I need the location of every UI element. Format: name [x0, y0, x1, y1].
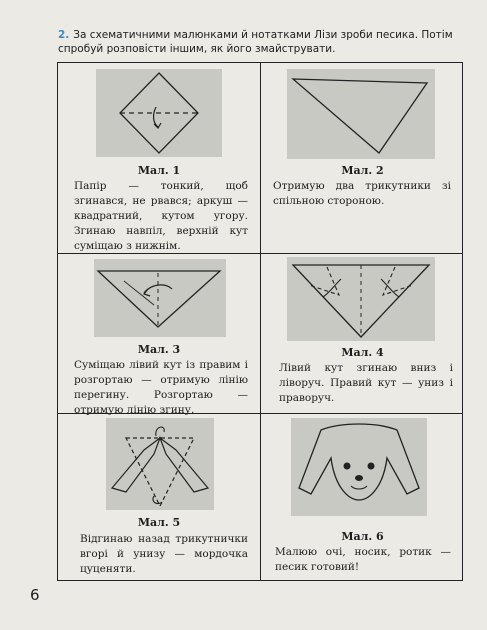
- step-2-text: Отримую два трикутники зі спільною стороною.: [273, 180, 451, 207]
- triangle-diagram: [287, 69, 435, 159]
- step-cell-6: [261, 414, 464, 582]
- folded-corners-diagram: [287, 257, 435, 341]
- step-4-illustration: [287, 257, 435, 341]
- step-2-illustration: [287, 69, 435, 159]
- instruction-table: [57, 62, 463, 581]
- fold-line-diagram: [94, 259, 226, 337]
- step-6-illustration: [291, 418, 427, 516]
- task-number: 2.: [58, 29, 70, 41]
- step-6-text: Малюю очі, носик, ротик — песик готовий!: [275, 546, 451, 573]
- step-cell-2: [261, 63, 464, 253]
- step-5-caption: Мал. 5: [137, 516, 181, 529]
- task-instruction: [58, 28, 468, 56]
- step-cell-1: [58, 63, 260, 253]
- step-1-caption: Мал. 1: [137, 164, 181, 177]
- task-text: За схематичними малюнками й нотатками Лізи зроби песика. Потім спробуй розповісти іншим, як його змайструвати.: [58, 29, 453, 55]
- step-6-caption: Мал. 6: [341, 530, 384, 543]
- step-4-caption: Мал. 4: [341, 346, 384, 359]
- step-4-text: Лівий кут згинаю вниз і ліворуч. Правий кут — униз і праворуч.: [279, 362, 453, 404]
- step-5-text: Відгинаю назад трикутнички вгорі й унизу — мордочка цуценяти.: [80, 533, 248, 575]
- step-2-caption: Мал. 2: [341, 164, 384, 177]
- puppy-face-drawing: [291, 418, 427, 516]
- step-3-caption: Мал. 3: [137, 343, 181, 356]
- page-number: 6: [30, 586, 40, 604]
- square-paper-diagram: [96, 69, 222, 157]
- step-cell-5: [58, 414, 260, 582]
- step-cell-4: [261, 254, 464, 413]
- step-5-illustration: [106, 418, 214, 510]
- step-1-illustration: [96, 69, 222, 157]
- step-cell-3: [58, 254, 260, 416]
- step-3-text: Суміщаю лівий кут із правим і розгортаю — отримую лінію перегину. Розгортаю — отримую лінію згину.: [74, 359, 248, 416]
- step-1-text: Папір — тонкий, щоб згинався, не рвався; аркуш — квадратний, кутом угору. Згинаю навпіл, верхній кут суміщаю з нижнім.: [74, 180, 248, 252]
- step-3-illustration: [94, 259, 226, 337]
- ears-folded-diagram: [106, 418, 214, 510]
